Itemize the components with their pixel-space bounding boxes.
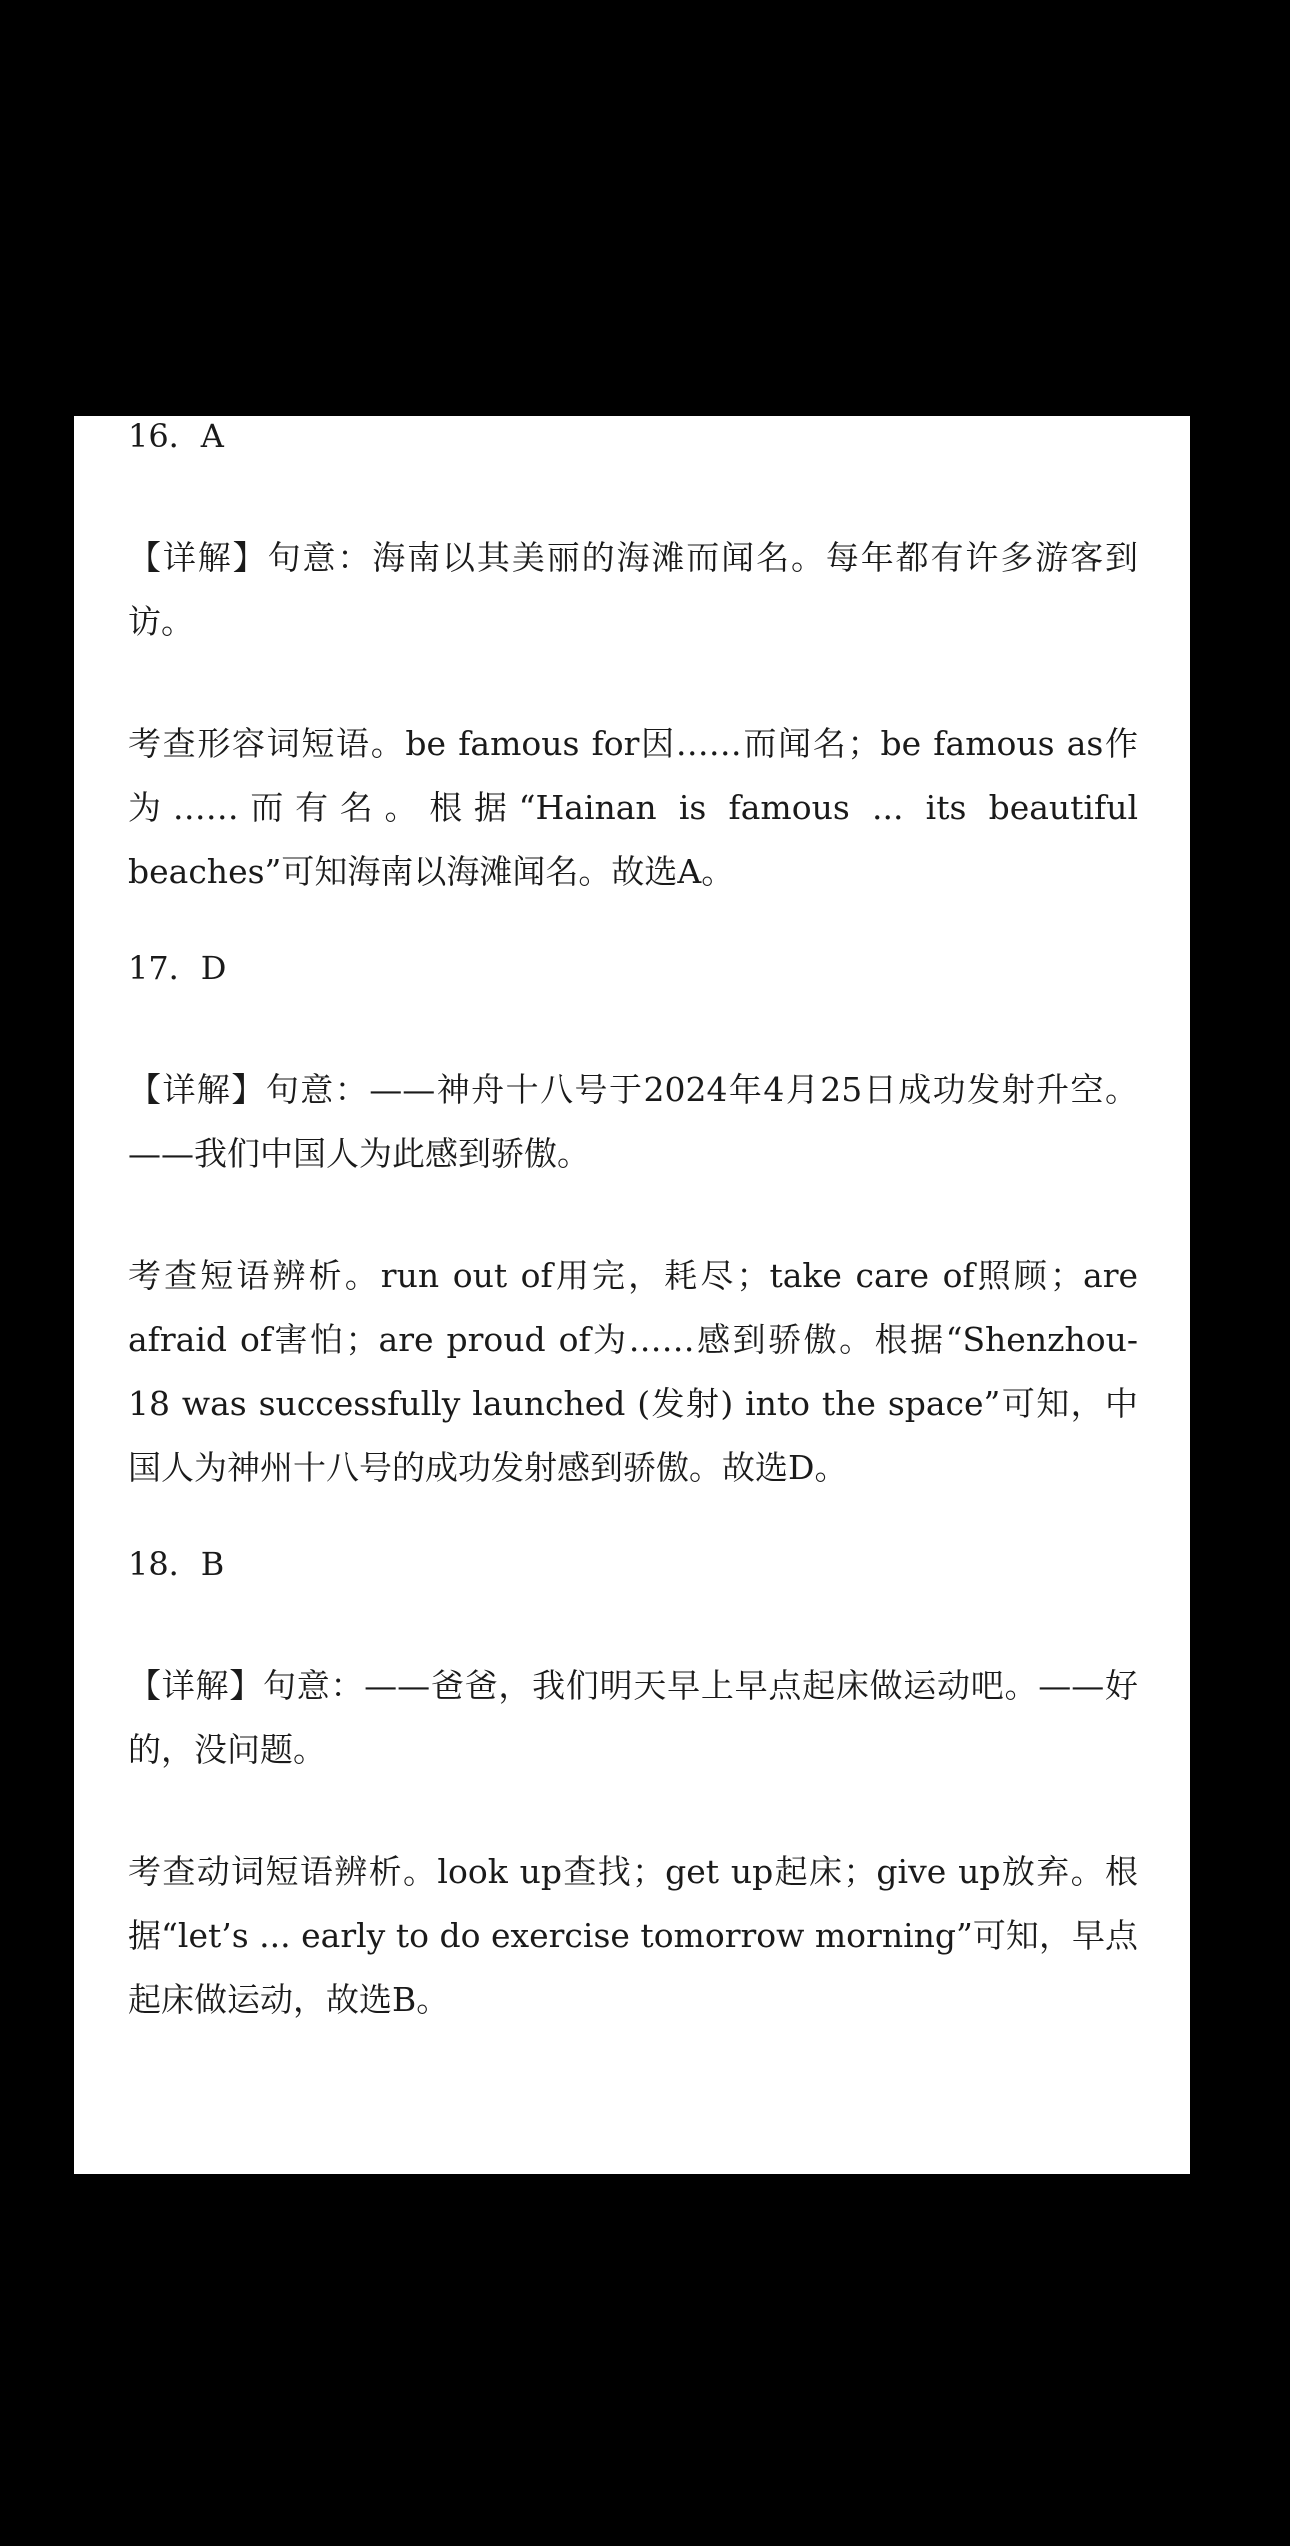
answer-line: 17．D xyxy=(128,949,227,987)
question-16 xyxy=(128,416,1138,948)
question-18 xyxy=(128,1544,1138,2032)
detail-paragraph: 【详解】句意：——爸爸，我们明天早上早点起床做运动吧。——好的，没问题。 xyxy=(128,1666,1138,1769)
analysis-paragraph: 考查动词短语辨析。look up查找；get up起床；give up放弃。根据“let’s ... early to do exercise tomorrow morning”可知，早点起床做运动，故选B。 xyxy=(128,1852,1138,2019)
detail-paragraph: 【详解】句意：海南以其美丽的海滩而闻名。每年都有许多游客到访。 xyxy=(128,538,1138,641)
answer-explanations xyxy=(128,416,1138,2032)
question-17 xyxy=(128,948,1138,1544)
document-page xyxy=(74,416,1190,2174)
answer-line: 16．A xyxy=(128,417,224,455)
analysis-paragraph: 考查形容词短语。be famous for因……而闻名；be famous as作为……而有名。根据“Hainan is famous ... its beautiful beaches”可知海南以海滩闻名。故选A。 xyxy=(128,724,1138,891)
answer-line: 18．B xyxy=(128,1545,225,1583)
analysis-paragraph: 考查短语辨析。run out of用完，耗尽；take care of照顾；are afraid of害怕；are proud of为……感到骄傲。根据“Shenzhou-18 was successfully launched (发射) into the space”可知，中国人为神州十八号的成功发射感到骄傲。故选D。 xyxy=(128,1256,1138,1487)
detail-paragraph: 【详解】句意：——神舟十八号于2024年4月25日成功发射升空。——我们中国人为此感到骄傲。 xyxy=(128,1070,1138,1173)
